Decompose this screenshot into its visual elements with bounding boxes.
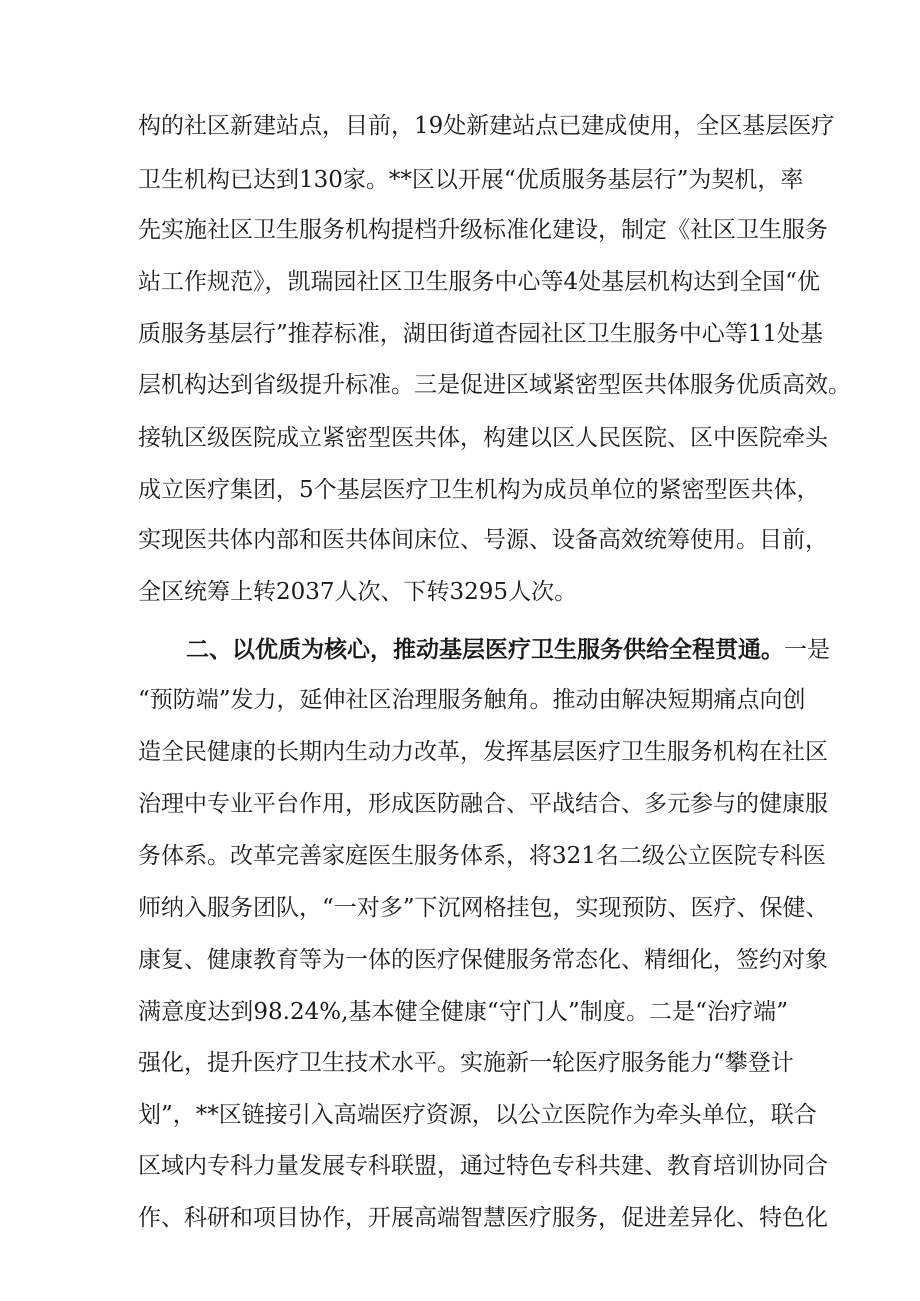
paragraph-2-line-1 [186,630,830,670]
paragraph-2-line-10: 划”，**区链接引入高端医疗资源，以公立医院作为牵头单位，联合 [138,1102,817,1128]
paragraph-1-line-10: 全区统筹上转2037人次、下转3295人次。 [138,579,578,605]
paragraph-2-line-3: 造全民健康的长期内生动力改革，发挥基层医疗卫生服务机构在社区 [138,739,828,765]
paragraph-1-line-6: 层机构达到省级提升标准。三是促进区域紧密型医共体服务优质高效。 [138,372,851,398]
paragraph-2-line-11: 区域内专科力量发展专科联盟，通过特色专科共建、教育培训协同合 [138,1153,828,1179]
paragraph-1-line-1: 构的社区新建站点，目前，19处新建站点已建成使用，全区基层医疗 [138,113,835,139]
section-heading: 二、以优质为核心，推动基层医疗卫生服务供给全程贯通。 [186,636,784,663]
paragraph-1-line-5: 质服务基层行”推荐标准，湖田街道杏园社区卫生服务中心等11处基 [138,321,824,347]
section-heading-tail: 一是 [784,637,830,663]
paragraph-1-line-3: 先实施社区卫生服务机构提档升级标准化建设，制定《社区卫生服务 [138,217,828,243]
paragraph-1-line-7: 接轨区级医院成立紧密型医共体，构建以区人民医院、区中医院牵头 [138,425,828,451]
paragraph-2-line-9: 强化，提升医疗卫生技术水平。实施新一轮医疗服务能力“攀登计 [138,1050,794,1076]
paragraph-2-line-2: “预防端”发力，延伸社区治理服务触角。推动由解决短期痛点向创 [138,687,806,713]
paragraph-1-line-2: 卫生机构已达到130家。**区以开展“优质服务基层行”为契机，率 [138,167,804,193]
paragraph-2-line-4: 治理中专业平台作用，形成医防融合、平战结合、多元参与的健康服 [138,791,828,817]
paragraph-2-line-6: 师纳入服务团队，“一对多”下沉网格挂包，实现预防、医疗、保健、 [138,895,829,921]
paragraph-1-line-4: 站工作规范》，凯瑞园社区卫生服务中心等4处基层机构达到全国“优 [138,269,820,295]
paragraph-2-line-7: 康复、健康教育等为一体的医疗保健服务常态化、精细化，签约对象 [138,947,828,973]
paragraph-1-line-8: 成立医疗集团，5个基层医疗卫生机构为成员单位的紧密型医共体， [138,477,820,503]
paragraph-1-line-9: 实现医共体内部和医共体间床位、号源、设备高效统筹使用。目前， [138,527,828,553]
paragraph-2-line-5: 务体系。改革完善家庭医生服务体系，将321名二级公立医院专科医 [138,843,826,869]
paragraph-2-line-12: 作、科研和项目协作，开展高端智慧医疗服务，促进差异化、特色化 [138,1205,828,1231]
paragraph-2-line-8: 满意度达到98.24%,基本健全健康“守门人”制度。二是“治疗端” [138,999,788,1025]
